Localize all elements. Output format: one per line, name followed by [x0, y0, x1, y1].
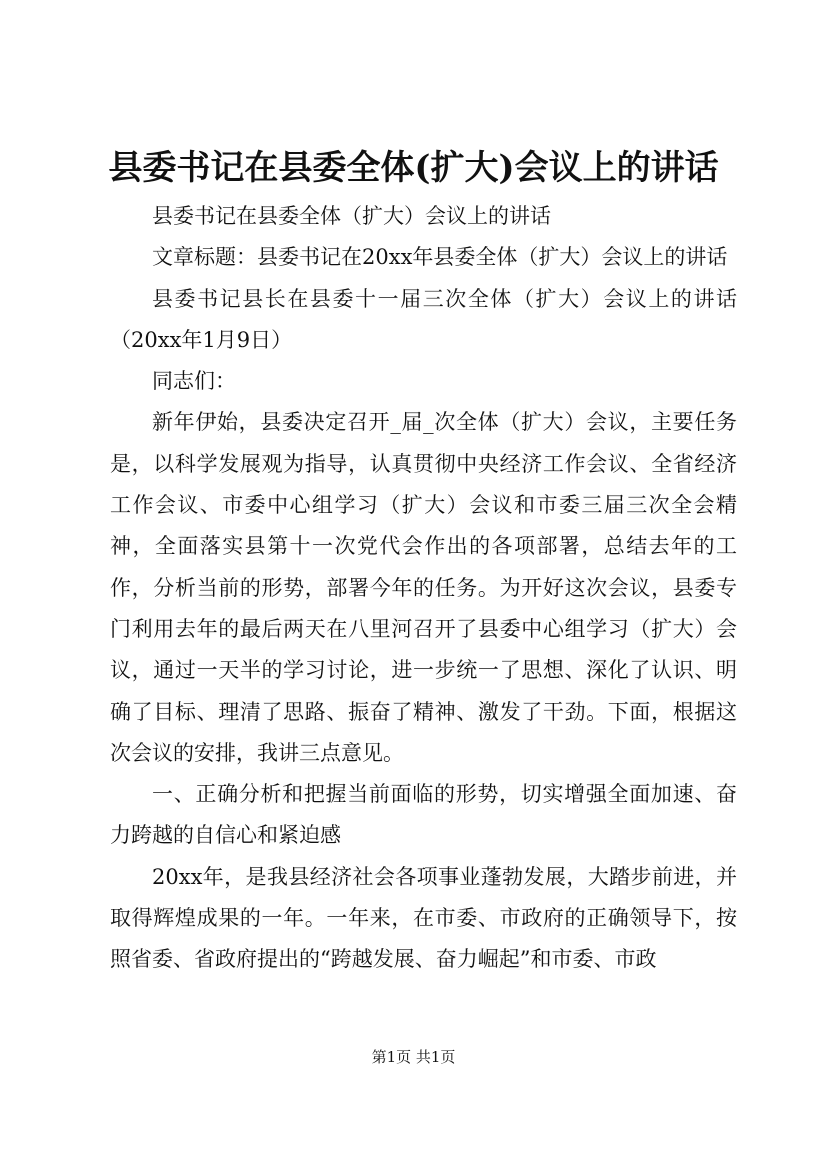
document-title: 县委书记在县委全体(扩大)会议上的讲话: [108, 148, 719, 188]
paragraph-review: 20xx年，是我县经济社会各项事业蓬勃发展，大踏步前进，并取得辉煌成果的一年。一年来，在市委、市政府的正确领导下，按照省委、省政府提出的“跨越发展、奋力崛起”和市委、市政: [110, 864, 737, 972]
page-number: 第1页 共1页: [371, 1048, 456, 1066]
paragraph-speech-heading: 县委书记县长在县委十一届三次全体（扩大）会议上的讲话（20xx年1月9日）: [110, 286, 737, 352]
paragraph-section-heading: 一、正确分析和把握当前面临的形势，切实增强全面加速、奋力跨越的自信心和紧迫感: [110, 782, 737, 848]
paragraph-article-title: 文章标题：县委书记在20xx年县委全体（扩大）会议上的讲话: [152, 245, 728, 270]
paragraph-opening: 新年伊始，县委决定召开_届_次全体（扩大）会议，主要任务是，以科学发展观为指导，认真贯彻中央经济工作会议、全省经济工作会议、市委中心组学习（扩大）会议和市委三届三次全会精神，全面落实县第十一次党代会作出的各项部署，总结去年的工作，分析当前的形势，部署今年的任务。为开好这次会议，县委专门利用去年的最后两天在八里河召开了县委中心组学习（扩大）会议，通过一天半的学习讨论，进一步统一了思想、深化了认识、明确了目标、理清了思路、振奋了精神、激发了干劲。下面，根据这次会议的安排，我讲三点意见。: [110, 410, 737, 765]
document-body: [110, 196, 737, 981]
paragraph-subtitle: 县委书记在县委全体（扩大）会议上的讲话: [152, 204, 551, 228]
paragraph-salutation: 同志们：: [152, 369, 236, 394]
